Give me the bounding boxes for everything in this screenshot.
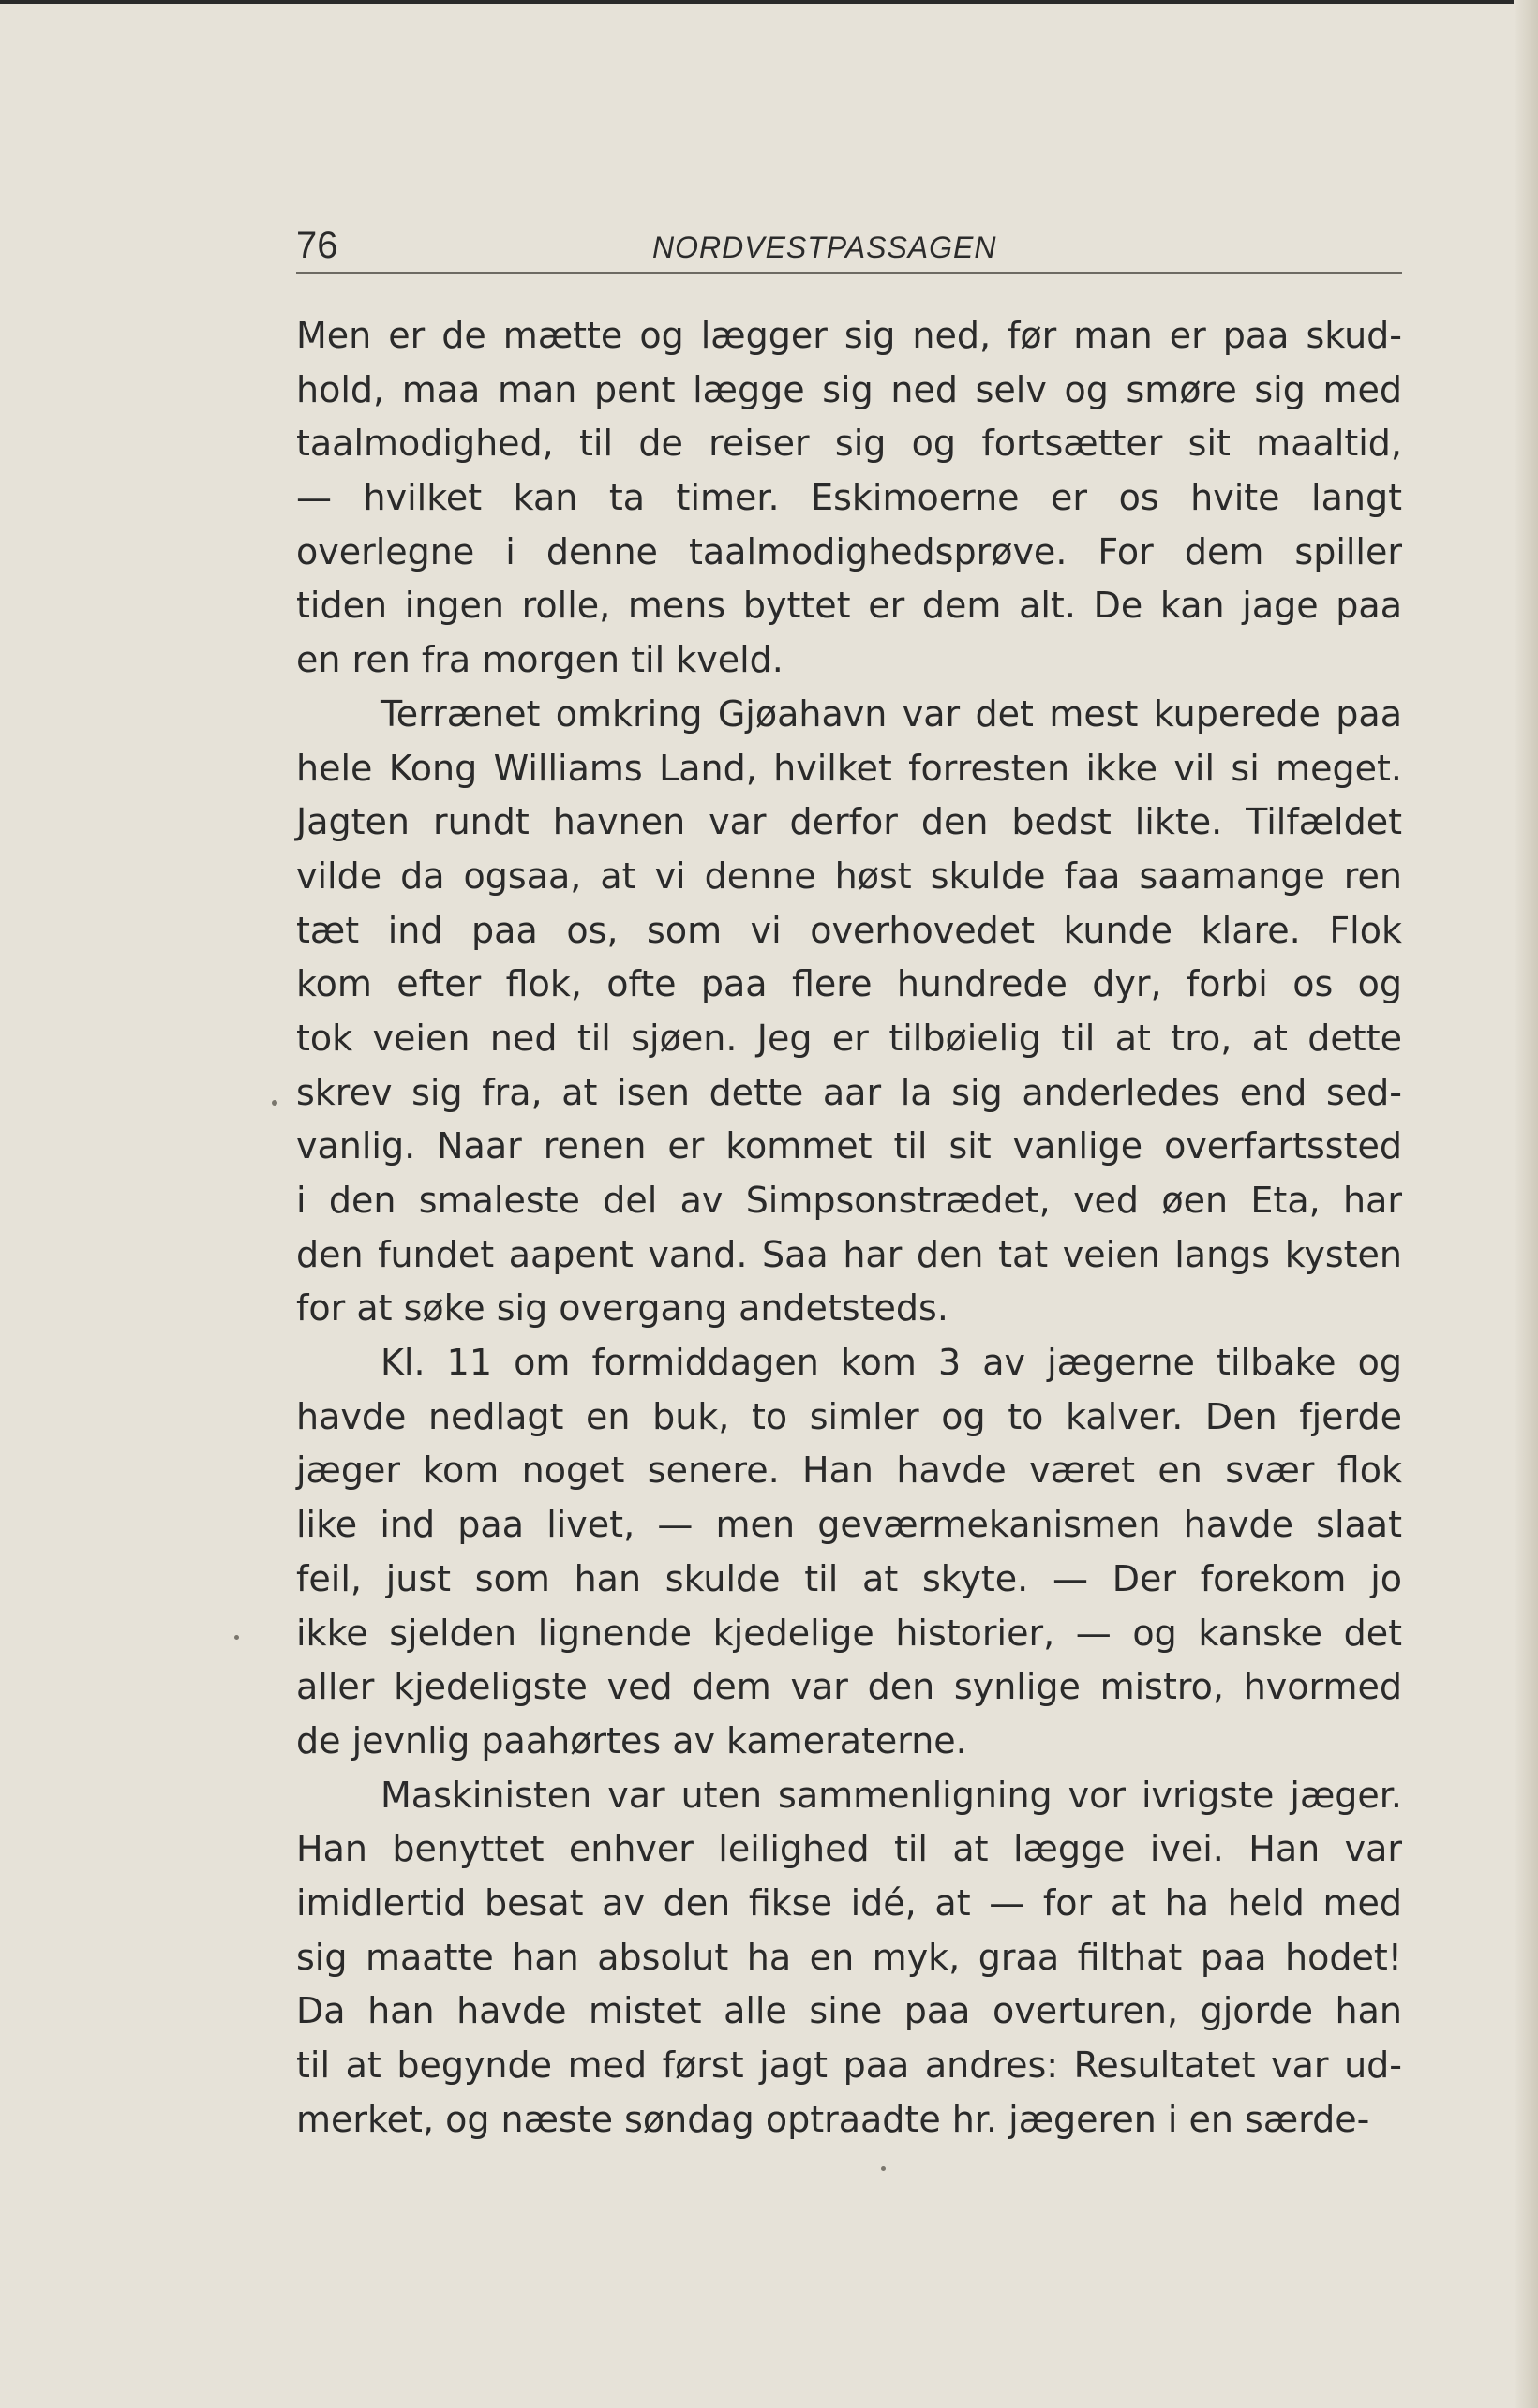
paragraph xyxy=(296,1336,1402,1769)
text-line: vanlig. Naar renen er kommet til sit vanlige overfartssted xyxy=(296,1125,1402,1167)
text-line: Jagten rundt havnen var derfor den bedst likte. Tilfældet xyxy=(296,801,1402,843)
text-line: Maskinisten var uten sammenligning vor ivrigste jæger. xyxy=(381,1774,1402,1816)
speck-mark xyxy=(881,2166,886,2171)
text-line: Men er de mætte og lægger sig ned, før man er paa skud- xyxy=(296,315,1402,356)
text-line: havde nedlagt en buk, to simler og to kalver. Den fjerde xyxy=(296,1395,1402,1437)
running-head: NORDVESTPASSAGEN xyxy=(652,230,997,264)
text-line: til at begynde med først jagt paa andres: Resultatet var ud- xyxy=(296,2044,1402,2086)
text-line: tok veien ned til sjøen. Jeg er tilbøielig til at tro, at dette xyxy=(296,1017,1402,1059)
text-line: vilde da ogsaa, at vi denne høst skulde faa saamange ren xyxy=(296,855,1402,897)
text-line: jæger kom noget senere. Han havde været en svær flok xyxy=(296,1449,1402,1492)
text-line: hold, maa man pent lægge sig ned selv og smøre sig med xyxy=(296,368,1402,410)
paragraph xyxy=(296,309,1402,688)
text-line: kom efter flok, ofte paa flere hundrede dyr, forbi os og xyxy=(296,963,1402,1005)
text-line: ikke sjelden lignende kjedelige historier, — og kanske det xyxy=(296,1612,1402,1654)
paragraph xyxy=(296,1769,1402,2148)
text-line: aller kjedeligste ved dem var den synlige mistro, hvormed xyxy=(296,1666,1402,1708)
text-line: i den smaleste del av Simpsonstrædet, ved øen Eta, har xyxy=(296,1180,1402,1221)
text-line: Han benyttet enhver leilighed til at lægge ivei. Han var xyxy=(296,1828,1402,1870)
text-line: Terrænet omkring Gjøahavn var det mest kuperede paa xyxy=(381,692,1402,735)
text-line: Da han havde mistet alle sine paa overturen, gjorde han xyxy=(296,1990,1402,2032)
scan-top-border xyxy=(0,0,1538,4)
text-line: de jevnlig paahørtes av kameraterne. xyxy=(296,1719,967,1761)
page-number: 76 xyxy=(296,225,338,266)
text-line: for at søke sig overgang andetsteds. xyxy=(296,1287,948,1330)
speck-mark xyxy=(234,1635,239,1640)
text-line: feil, just som han skulde til at skyte. — Der forekom jo xyxy=(296,1557,1402,1599)
paragraph xyxy=(296,688,1402,1336)
text-line: Kl. 11 om formiddagen kom 3 av jægerne tilbake og xyxy=(381,1342,1402,1384)
page-right-edge xyxy=(1514,0,1538,2408)
text-line: merket, og næste søndag optraadte hr. jægeren i en særde- xyxy=(296,2098,1370,2140)
text-line: den fundet aapent vand. Saa har den tat veien langs kysten xyxy=(296,1233,1402,1275)
text-line: skrev sig fra, at isen dette aar la sig anderledes end sed- xyxy=(296,1071,1402,1113)
text-line: en ren fra morgen til kveld. xyxy=(296,639,784,681)
text-line: — hvilket kan ta timer. Eskimoerne er os hvite langt xyxy=(296,477,1402,519)
text-line: hele Kong Williams Land, hvilket forresten ikke vil si meget. xyxy=(296,747,1402,789)
text-line: tiden ingen rolle, mens byttet er dem alt. De kan jage paa xyxy=(296,585,1402,627)
speck-mark xyxy=(272,1100,277,1106)
text-line: sig maatte han absolut ha en myk, graa filthat paa hodet! xyxy=(296,1936,1402,1978)
text-line: taalmodighed, til de reiser sig og fortsætter sit maaltid, xyxy=(296,423,1402,465)
text-line: imidlertid besat av den fikse idé, at — for at ha held med xyxy=(296,1881,1402,1924)
text-line: overlegne i denne taalmodighedsprøve. For dem spiller xyxy=(296,530,1402,572)
page-header xyxy=(296,223,1402,274)
body-text xyxy=(296,309,1402,2147)
text-line: like ind paa livet, — men geværmekanismen havde slaat xyxy=(296,1504,1402,1546)
text-line: tæt ind paa os, som vi overhovedet kunde klare. Flok xyxy=(296,909,1402,951)
